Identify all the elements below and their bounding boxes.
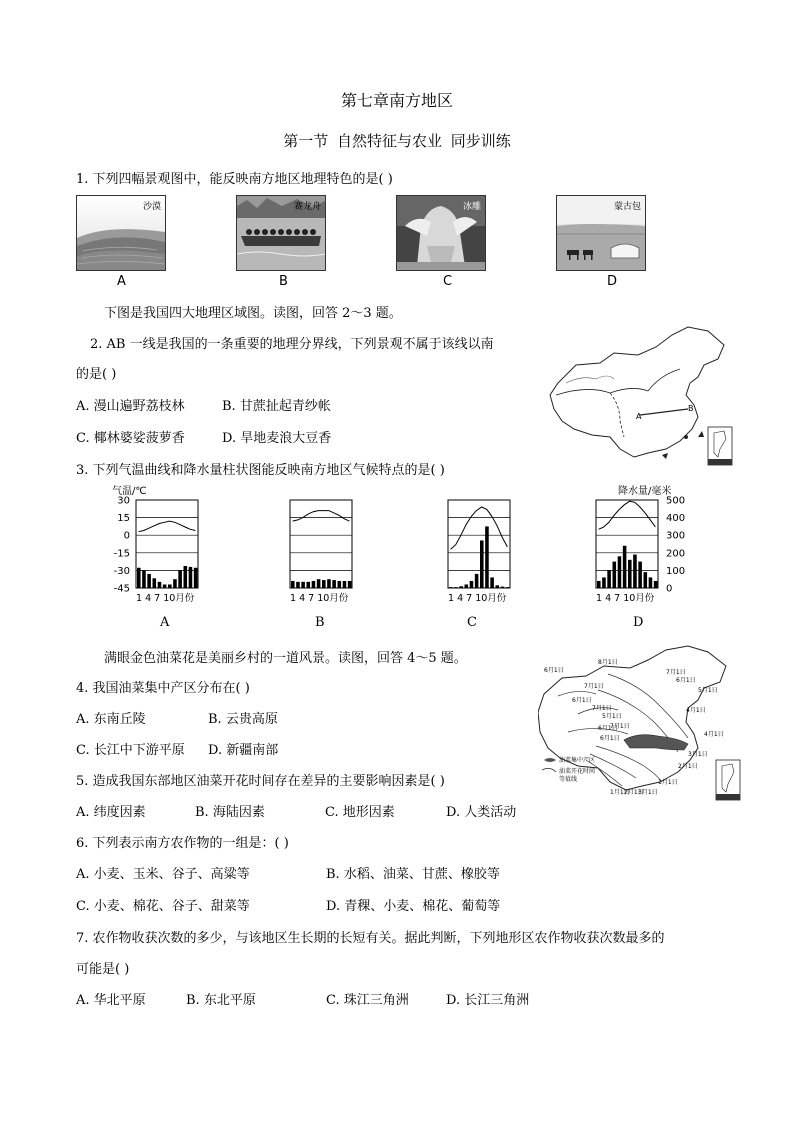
isoline-label: 4月1日 xyxy=(686,707,706,714)
temp-tick: -45 xyxy=(113,583,130,595)
isoline-label: 7月1日 xyxy=(610,723,630,730)
precip-bar xyxy=(618,556,622,588)
q6-option-a: A. 小麦、玉米、谷子、高粱等 xyxy=(76,867,250,882)
precip-bar xyxy=(296,582,300,588)
precip-bar xyxy=(470,581,474,588)
q6-option-c: C. 小麦、棉花、谷子、甜菜等 xyxy=(76,899,250,914)
photo-label: C xyxy=(443,274,453,289)
month-ticks: 1 4 7 10月份 xyxy=(596,593,655,604)
chapter-title: 第七章南方地区 xyxy=(340,91,453,110)
precip-bar xyxy=(501,587,505,588)
precip-bar xyxy=(168,584,172,588)
climate-chart xyxy=(290,500,352,604)
temp-tick: 30 xyxy=(117,495,130,507)
precip-bar xyxy=(485,526,489,588)
isoline-label: 4月1日 xyxy=(704,731,724,738)
precip-bar xyxy=(158,582,162,588)
q5-option-b: B. 海陆因素 xyxy=(195,805,265,820)
photo-desert xyxy=(76,195,166,271)
intro-q4-5: 满眼金色油菜花是美丽乡村的一道风景。读图，回答 4～5 题。 xyxy=(104,651,467,666)
precip-bar xyxy=(633,555,637,588)
question-2-line2: 的是( ) xyxy=(76,367,117,382)
precip-bar xyxy=(173,579,177,588)
isoline-label: 7月1日 xyxy=(584,683,604,690)
precip-bar xyxy=(506,587,510,588)
q2-option-c: C. 椰林婆娑菠萝香 xyxy=(76,431,185,446)
precip-axis-title: 降水量/毫米 xyxy=(618,486,672,497)
temp-curve xyxy=(599,501,656,529)
chart-frame xyxy=(290,500,352,588)
chart-label-c: C xyxy=(467,615,477,630)
precip-bar xyxy=(317,579,321,588)
photo-yurt xyxy=(556,195,646,271)
temp-tick: 0 xyxy=(123,530,130,542)
precip-bar xyxy=(602,577,606,588)
precip-bar xyxy=(338,581,342,588)
q4-option-a: A. 东南丘陵 xyxy=(76,712,146,727)
rapeseed-map xyxy=(538,644,746,804)
q2-option-b: B. 甘蔗扯起青纱帐 xyxy=(222,399,331,414)
q4-option-b: B. 云贵高原 xyxy=(208,712,278,727)
precip-bar xyxy=(327,579,331,588)
isoline-label: 5月1日 xyxy=(602,713,622,720)
question-6: 6. 下列表示南方农作物的一组是：( ) xyxy=(76,836,289,851)
precip-bar xyxy=(613,562,617,588)
month-ticks: 1 4 7 10月份 xyxy=(136,593,195,604)
chart-label-b: B xyxy=(315,615,325,630)
temp-tick: -15 xyxy=(113,548,130,560)
photo-label: B xyxy=(279,274,288,289)
precip-bar xyxy=(490,577,494,588)
precip-tick: 500 xyxy=(666,495,686,507)
legend-isoline-b: 等值线 xyxy=(559,776,578,783)
legend-isoline-a: 油菜开花时间 xyxy=(559,768,596,775)
isoline-label: 6月1日 xyxy=(544,667,564,674)
precip-bar xyxy=(623,546,627,588)
precip-bar xyxy=(147,574,151,588)
question-1: 1. 下列四幅景观图中，能反映南方地区地理特色的是( ) xyxy=(76,172,393,187)
temp-curve xyxy=(293,511,350,521)
month-ticks: 1 4 7 10月份 xyxy=(448,593,507,604)
question-2-line1: 2. AB 一线是我国的一条重要的地理分界线，下列景观不属于该线以南 xyxy=(90,337,494,352)
precip-bar xyxy=(638,562,642,588)
precip-tick: 100 xyxy=(666,565,686,577)
isoline-label: 5月1日 xyxy=(698,687,718,694)
climate-charts xyxy=(90,480,690,610)
q7-option-a: A. 华北平原 xyxy=(76,993,146,1008)
precip-bar xyxy=(153,578,157,588)
line-label-a: A xyxy=(636,412,642,421)
precip-bar xyxy=(348,581,352,588)
isoline-label: 8月1日 xyxy=(598,659,618,666)
isoline-label: 1月1日 xyxy=(610,789,630,796)
climate-chart xyxy=(448,500,510,604)
precip-bar xyxy=(496,585,500,588)
precip-bar xyxy=(312,581,316,588)
precip-bar xyxy=(475,574,479,588)
month-ticks: 1 4 7 10月份 xyxy=(290,593,349,604)
isoline-label: 7月1日 xyxy=(592,705,612,712)
precip-bar xyxy=(184,566,188,588)
precip-bar xyxy=(459,586,463,588)
precip-bar xyxy=(465,584,469,588)
chart-frame xyxy=(448,500,510,588)
precip-bar xyxy=(654,581,658,588)
temp-curve xyxy=(451,507,508,549)
precip-bar xyxy=(607,570,611,588)
photo-tag: 冰雕 xyxy=(462,202,481,212)
isoline-label: 6月1日 xyxy=(572,697,592,704)
photo-tag: 赛龙舟 xyxy=(293,202,321,212)
precip-bar xyxy=(322,580,326,588)
q2-option-d: D. 旱地麦浪大豆香 xyxy=(222,431,332,446)
isoline-label: 2月1日 xyxy=(678,763,698,770)
temp-tick: 15 xyxy=(117,513,130,525)
photo-label: A xyxy=(117,274,126,289)
line-label-b: B xyxy=(688,404,694,413)
precip-tick: 300 xyxy=(666,530,686,542)
precip-bar xyxy=(137,568,141,588)
isoline-label: 6月1日 xyxy=(600,735,620,742)
precip-bar xyxy=(628,560,632,588)
precip-bar xyxy=(189,567,193,588)
q5-option-c: C. 地形因素 xyxy=(325,805,395,820)
photo-tag: 沙漠 xyxy=(142,202,161,212)
precip-bar xyxy=(307,582,311,588)
china-region-map xyxy=(548,325,744,471)
precip-bar xyxy=(454,587,458,588)
precip-bar xyxy=(449,587,453,588)
q5-option-a: A. 纬度因素 xyxy=(76,805,146,820)
q7-option-c: C. 珠江三角洲 xyxy=(326,993,409,1008)
climate-chart xyxy=(596,500,658,604)
precip-bar xyxy=(178,570,182,588)
precip-bar xyxy=(597,581,601,588)
question-5: 5. 造成我国东部地区油菜开花时间存在差异的主要影响因素是( ) xyxy=(76,774,445,789)
isoline-label: 3月1日 xyxy=(638,789,658,796)
precip-bar xyxy=(291,581,295,588)
precip-bar xyxy=(649,577,653,588)
photo-ice-sculpture xyxy=(396,195,486,271)
isoline-label: 3月1日 xyxy=(688,751,708,758)
isoline-label: 6月1日 xyxy=(598,725,618,732)
precip-bar xyxy=(343,581,347,588)
photo-label: D xyxy=(607,274,618,289)
section-title: 第一节 自然特征与农业 同步训练 xyxy=(283,132,511,150)
temp-tick: -30 xyxy=(113,565,130,577)
q4-option-c: C. 长江中下游平原 xyxy=(76,743,185,758)
chart-label-a: A xyxy=(160,615,170,630)
precip-bar xyxy=(301,582,305,588)
precip-tick: 0 xyxy=(666,583,673,595)
isoline-label: 6月1日 xyxy=(676,677,696,684)
climate-chart xyxy=(136,500,198,604)
question-7-line2: 可能是( ) xyxy=(76,962,130,977)
q4-option-d: D. 新疆南部 xyxy=(208,743,279,758)
temp-curve xyxy=(139,521,196,532)
q7-option-b: B. 东北平原 xyxy=(186,993,256,1008)
q7-option-d: D. 长江三角洲 xyxy=(446,993,530,1008)
question-3: 3. 下列气温曲线和降水量柱状图能反映南方地区气候特点的是( ) xyxy=(76,463,445,478)
precip-bar xyxy=(644,572,648,588)
temp-axis-title: 气温/℃ xyxy=(112,486,147,497)
precip-bar xyxy=(332,580,336,588)
legend-rapeseed: 油菜集中产区 xyxy=(559,757,596,764)
q6-option-b: B. 水稻、油菜、甘蔗、橡胶等 xyxy=(326,867,500,882)
intro-q2-3: 下图是我国四大地理区域图。读图，回答 2～3 题。 xyxy=(104,306,402,321)
precip-tick: 200 xyxy=(666,548,686,560)
precip-tick: 400 xyxy=(666,513,686,525)
precip-bar xyxy=(194,568,198,588)
question-7-line1: 7. 农作物收获次数的多少，与该地区生长期的长短有关。据此判断，下列地形区农作物收获次数最多的 xyxy=(76,931,665,946)
photo-tag: 蒙古包 xyxy=(613,202,641,212)
chart-frame xyxy=(596,500,658,588)
isoline-label: 7月1日 xyxy=(666,669,686,676)
q2-option-a: A. 漫山遍野荔枝林 xyxy=(76,399,185,414)
q5-option-d: D. 人类活动 xyxy=(446,805,517,820)
isoline-label: 1月1日 xyxy=(658,779,678,786)
chart-label-d: D xyxy=(633,615,644,630)
q6-option-d: D. 青稞、小麦、棉花、葡萄等 xyxy=(326,899,501,914)
precip-bar xyxy=(142,570,146,588)
precip-bar xyxy=(163,584,167,588)
isoline-label: 2月1日 xyxy=(624,789,644,796)
precip-bar xyxy=(480,540,484,588)
question-4: 4. 我国油菜集中产区分布在( ) xyxy=(76,681,250,696)
photo-dragon-boat xyxy=(236,195,326,271)
